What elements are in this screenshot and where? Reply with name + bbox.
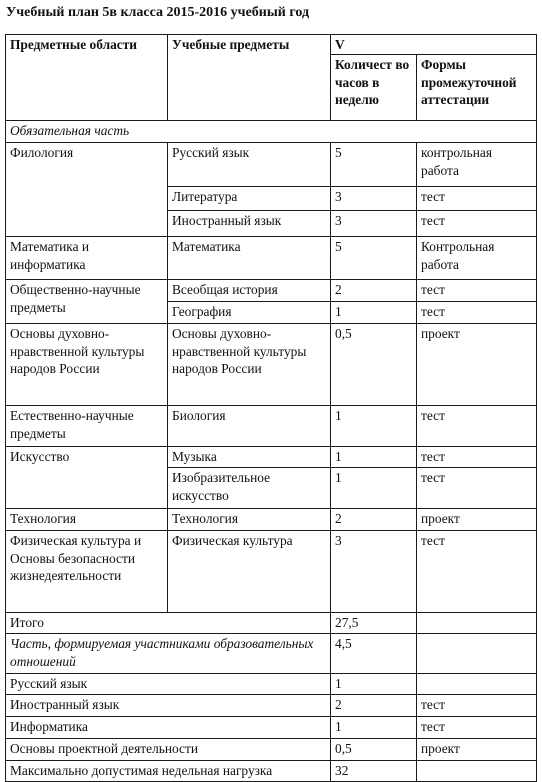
extra-label: Максимально допустимая недельная нагрузка xyxy=(6,761,331,782)
form-cell: тест xyxy=(417,280,537,302)
subject-cell: Музыка xyxy=(168,447,331,468)
hours-cell: 0,5 xyxy=(331,324,417,406)
table-row xyxy=(6,324,537,406)
subject-cell: Физическая культура xyxy=(168,531,331,613)
total-form xyxy=(417,613,537,634)
form-cell: тест xyxy=(417,211,537,237)
hours-cell: 5 xyxy=(331,237,417,280)
form-cell: тест xyxy=(417,406,537,447)
subject-cell: Математика xyxy=(168,237,331,280)
table-row xyxy=(6,531,537,613)
form-cell: тест xyxy=(417,447,537,468)
table-row xyxy=(6,143,537,187)
subject-cell: Литература xyxy=(168,187,331,211)
section-row xyxy=(6,634,537,674)
area-cell: Филология xyxy=(6,143,168,237)
form-cell: тест xyxy=(417,187,537,211)
header-subjects: Учебные предметы xyxy=(168,35,331,121)
extra-form: проект xyxy=(417,739,537,761)
total-row xyxy=(6,613,537,634)
form-cell: контрольная работа xyxy=(417,143,537,187)
header-grade: V xyxy=(331,35,537,55)
hours-cell: 3 xyxy=(331,531,417,613)
section-participants: Часть, формируемая участниками образовательных отношений xyxy=(6,634,331,674)
page-title: Учебный план 5в класса 2015-2016 учебный год xyxy=(6,5,310,20)
hours-cell: 5 xyxy=(331,143,417,187)
table-row xyxy=(6,447,537,468)
extra-form: тест xyxy=(417,695,537,717)
area-cell: Общественно-научные предметы xyxy=(6,280,168,324)
subject-cell: Основы духовно-нравственной культуры народов России xyxy=(168,324,331,406)
table-row xyxy=(6,674,537,695)
subject-cell: Технология xyxy=(168,509,331,531)
table-row xyxy=(6,509,537,531)
area-cell: Искусство xyxy=(6,447,168,509)
form-cell: тест xyxy=(417,302,537,324)
extra-hours: 32 xyxy=(331,761,417,782)
area-cell: Математика и информатика xyxy=(6,237,168,280)
table-row xyxy=(6,237,537,280)
form-cell: Контрольная работа xyxy=(417,237,537,280)
extra-hours: 1 xyxy=(331,717,417,739)
header-areas: Предметные области xyxy=(6,35,168,121)
subject-cell: Изобразительное искусство xyxy=(168,468,331,509)
curriculum-table xyxy=(5,34,537,782)
section-row xyxy=(6,121,537,143)
hours-cell: 1 xyxy=(331,447,417,468)
extra-hours: 1 xyxy=(331,674,417,695)
subject-cell: Иностранный язык xyxy=(168,211,331,237)
hours-cell: 2 xyxy=(331,280,417,302)
hours-cell: 1 xyxy=(331,406,417,447)
area-cell: Естественно-научные предметы xyxy=(6,406,168,447)
extra-label: Информатика xyxy=(6,717,331,739)
form-cell: тест xyxy=(417,531,537,613)
header-hours: Количест во часов в неделю xyxy=(331,55,417,121)
subject-cell: Русский язык xyxy=(168,143,331,187)
header-row xyxy=(6,35,537,55)
form-cell: проект xyxy=(417,509,537,531)
hours-cell: 1 xyxy=(331,468,417,509)
table-row xyxy=(6,280,537,302)
extra-label: Иностранный язык xyxy=(6,695,331,717)
form-cell: проект xyxy=(417,324,537,406)
subject-cell: Всеобщая история xyxy=(168,280,331,302)
section-mandatory: Обязательная часть xyxy=(6,121,537,143)
extra-form: тест xyxy=(417,717,537,739)
hours-cell: 2 xyxy=(331,509,417,531)
total-label: Итого xyxy=(6,613,331,634)
extra-form xyxy=(417,674,537,695)
form-cell: тест xyxy=(417,468,537,509)
table-row xyxy=(6,717,537,739)
extra-label: Русский язык xyxy=(6,674,331,695)
table-row xyxy=(6,406,537,447)
hours-cell: 3 xyxy=(331,211,417,237)
area-cell: Основы духовно-нравственной культуры народов России xyxy=(6,324,168,406)
area-cell: Физическая культура и Основы безопасности жизнедеятельности xyxy=(6,531,168,613)
area-cell: Технология xyxy=(6,509,168,531)
participants-hours: 4,5 xyxy=(331,634,417,674)
subject-cell: География xyxy=(168,302,331,324)
extra-form xyxy=(417,761,537,782)
hours-cell: 1 xyxy=(331,302,417,324)
subject-cell: Биология xyxy=(168,406,331,447)
extra-hours: 2 xyxy=(331,695,417,717)
table-row xyxy=(6,695,537,717)
hours-cell: 3 xyxy=(331,187,417,211)
table-row xyxy=(6,739,537,761)
extra-label: Основы проектной деятельности xyxy=(6,739,331,761)
participants-form xyxy=(417,634,537,674)
header-forms: Формы промежуточной аттестации xyxy=(417,55,537,121)
extra-hours: 0,5 xyxy=(331,739,417,761)
total-hours: 27,5 xyxy=(331,613,417,634)
table-row xyxy=(6,761,537,782)
